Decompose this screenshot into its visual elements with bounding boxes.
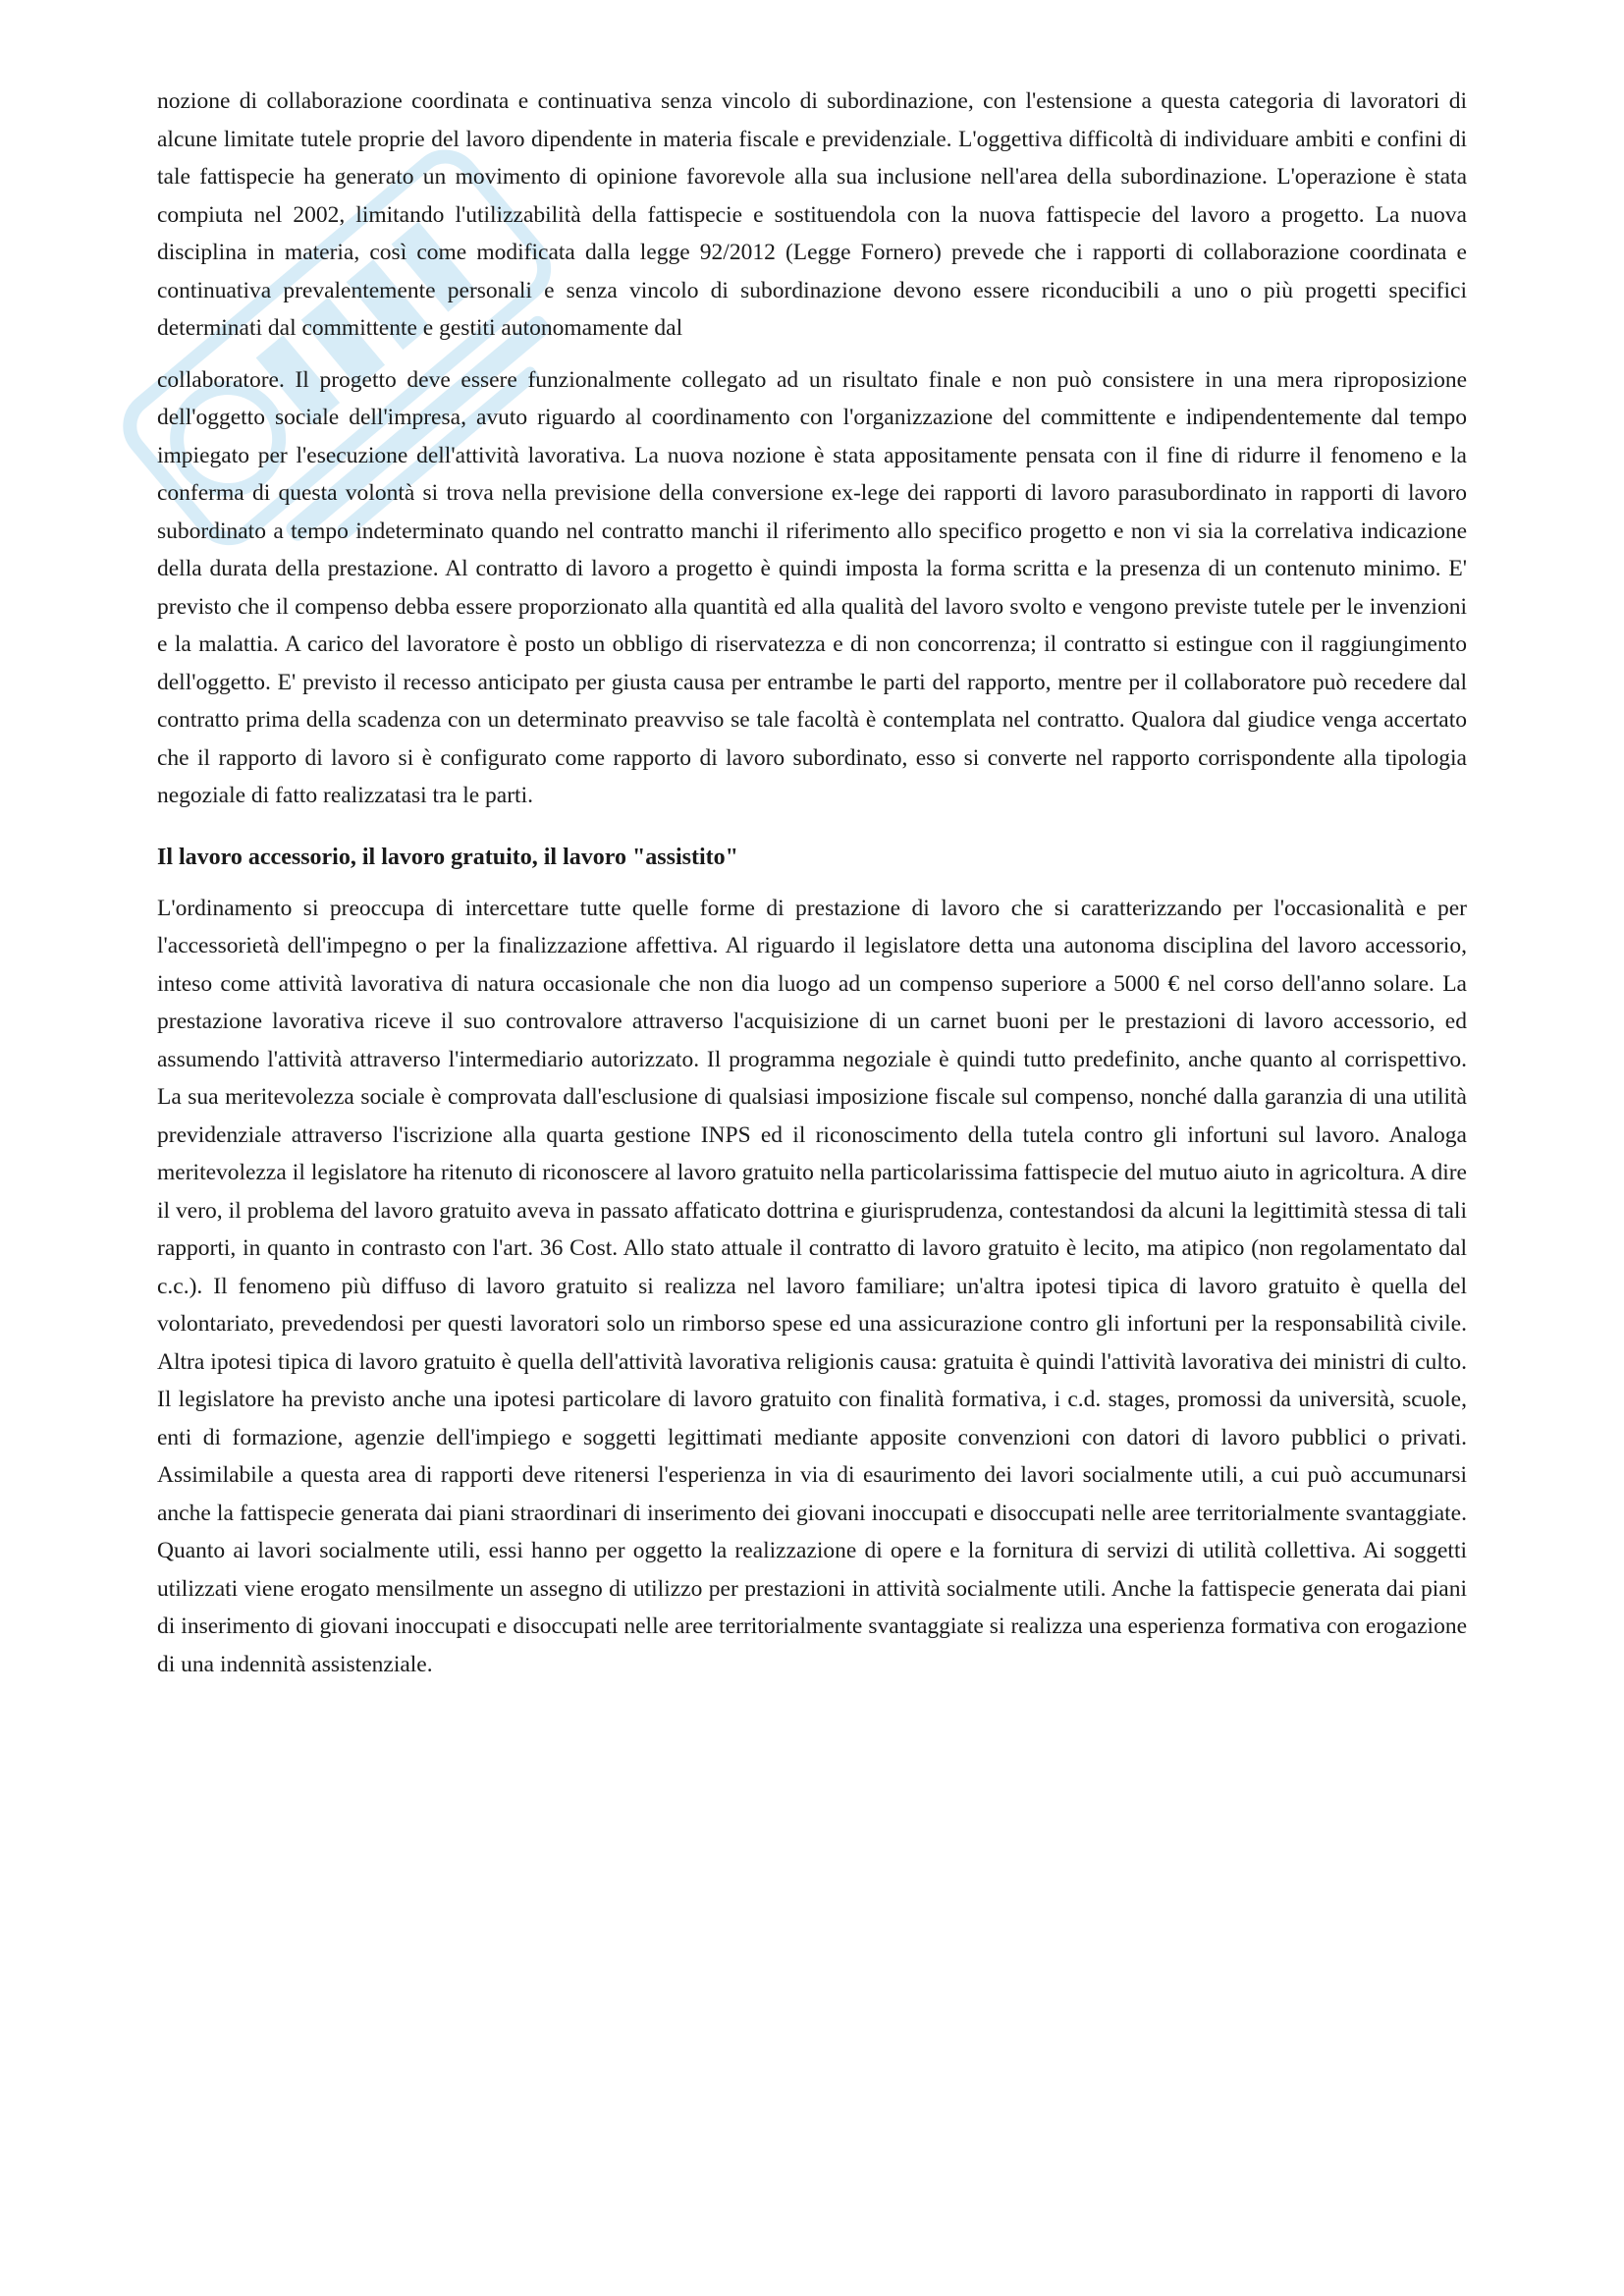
paragraph-2: collaboratore. Il progetto deve essere funzionalmente collegato ad un risultato finale e non può consistere in una mera riproposizione dell'oggetto sociale dell'impresa, avuto riguardo al coordinamento con l'organizzazione del committente e indipendentemente dal tempo impiegato per l'esecuzione dell'attività lavorativa. La nuova nozione è stata appositamente pensata con il fine di ridurre il fenomeno e la conferma di questa volontà si trova nella previsione della conversione ex-lege dei rapporti di lavoro parasubordinato in rapporti di lavoro subordinato a tempo indeterminato quando nel contratto manchi il riferimento allo specifico progetto e non vi sia la correlativa indicazione della durata della prestazione. Al contratto di lavoro a progetto è quindi imposta la forma scritta e la presenza di un contenuto minimo. E' previsto che il compenso debba essere proporzionato alla quantità ed alla qualità del lavoro svolto e vengono previste tutele per le invenzioni e la malattia. A carico del lavoratore è posto un obbligo di riservatezza e di non concorrenza; il contratto si estingue con il raggiungimento dell'oggetto. E' previsto il recesso anticipato per giusta causa per entrambe le parti del rapporto, mentre per il collaboratore può recedere dal contratto prima della scadenza con un determinato preavviso se tale facoltà è contemplata nel contratto. Qualora dal giudice venga accertato che il rapporto di lavoro si è configurato come rapporto di lavoro subordinato, esso si converte nel rapporto corrispondente alla tipologia negoziale di fatto realizzatasi tra le parti. — [157, 366, 1467, 808]
document-body — [157, 82, 1467, 1697]
paragraph-1: nozione di collaborazione coordinata e continuativa senza vincolo di subordinazione, con l'estensione a questa categoria di lavoratori di alcune limitate tutele proprie del lavoro dipendente in materia fiscale e previdenziale. L'oggettiva difficoltà di individuare ambiti e confini di tale fattispecie ha generato un movimento di opinione favorevole alla sua inclusione nell'area della subordinazione. L'operazione è stata compiuta nel 2002, limitando l'utilizzabilità della fattispecie e sostituendola con la nuova fattispecie del lavoro a progetto. La nuova disciplina in materia, così come modificata dalla legge 92/2012 (Legge Fornero) prevede che i rapporti di collaborazione coordinata e continuativa prevalentemente personali e senza vincolo di subordinazione devono essere riconducibili a uno o più progetti specifici determinati dal committente e gestiti autonomamente dal — [157, 88, 1467, 341]
section-heading: Il lavoro accessorio, il lavoro gratuito, il lavoro "assistito" — [157, 844, 738, 870]
section-paragraph: L'ordinamento si preoccupa di intercettare tutte quelle forme di prestazione di lavoro che si caratterizzando per l'occasionalità e per l'accessorietà dell'impegno o per la finalizzazione affettiva. Al riguardo il legislatore detta una autonoma disciplina del lavoro accessorio, inteso come attività lavorativa di natura occasionale che non dia luogo ad un compenso superiore a 5000 € nel corso dell'anno solare. La prestazione lavorativa riceve il suo controvalore attraverso l'acquisizione di un carnet buoni per le prestazioni di lavoro accessorio, ed assumendo l'attività attraverso l'intermediario autorizzato. Il programma negoziale è quindi tutto predefinito, anche quanto al corrispettivo. La sua meritevolezza sociale è comprovata dall'esclusione di qualsiasi imposizione fiscale sul compenso, nonché dalla garanzia di una utilità previdenziale attraverso l'iscrizione alla quarta gestione INPS ed il riconoscimento della tutela contro gli infortuni sul lavoro. Analoga meritevolezza il legislatore ha ritenuto di riconoscere al lavoro gratuito nella particolarissima fattispecie del mutuo aiuto in agricoltura. A dire il vero, il problema del lavoro gratuito aveva in passato affaticato dottrina e giurisprudenza, contestandosi da alcuni la legittimità stessa di tali rapporti, in quanto in contrasto con l'art. 36 Cost. Allo stato attuale il contratto di lavoro gratuito è lecito, ma atipico (non regolamentato dal c.c.). Il fenomeno più diffuso di lavoro gratuito si realizza nel lavoro familiare; un'altra ipotesi tipica di lavoro gratuito è quella del volontariato, prevedendosi per questi lavoratori solo un rimborso spese ed una assicurazione contro gli infortuni per la responsabilità civile. Altra ipotesi tipica di lavoro gratuito è quella dell'attività lavorativa religionis causa: gratuita è quindi l'attività lavorativa dei ministri di culto. Il legislatore ha previsto anche una ipotesi particolare di lavoro gratuito con finalità formativa, i c.d. stages, promossi da università, scuole, enti di formazione, agenzie dell'impiego e soggetti legittimati mediante apposite convenzioni con datori di lavoro pubblici o privati. Assimilabile a questa area di rapporti deve ritenersi l'esperienza in via di esaurimento dei lavori socialmente utili, a cui può accumunarsi anche la fattispecie generata dai piani straordinari di inserimento dei giovani inoccupati e disoccupati nelle aree territorialmente svantaggiate. Quanto ai lavori socialmente utili, essi hanno per oggetto la realizzazione di opere e la fornitura di servizi di utilità collettiva. Ai soggetti utilizzati viene erogato mensilmente un assegno di utilizzo per prestazioni in attività socialmente utili. Anche la fattispecie generata dai piani di inserimento di giovani inoccupati e disoccupati nelle aree territorialmente svantaggiate si realizza una esperienza formativa con erogazione di una indennità assistenziale. — [157, 895, 1467, 1677]
